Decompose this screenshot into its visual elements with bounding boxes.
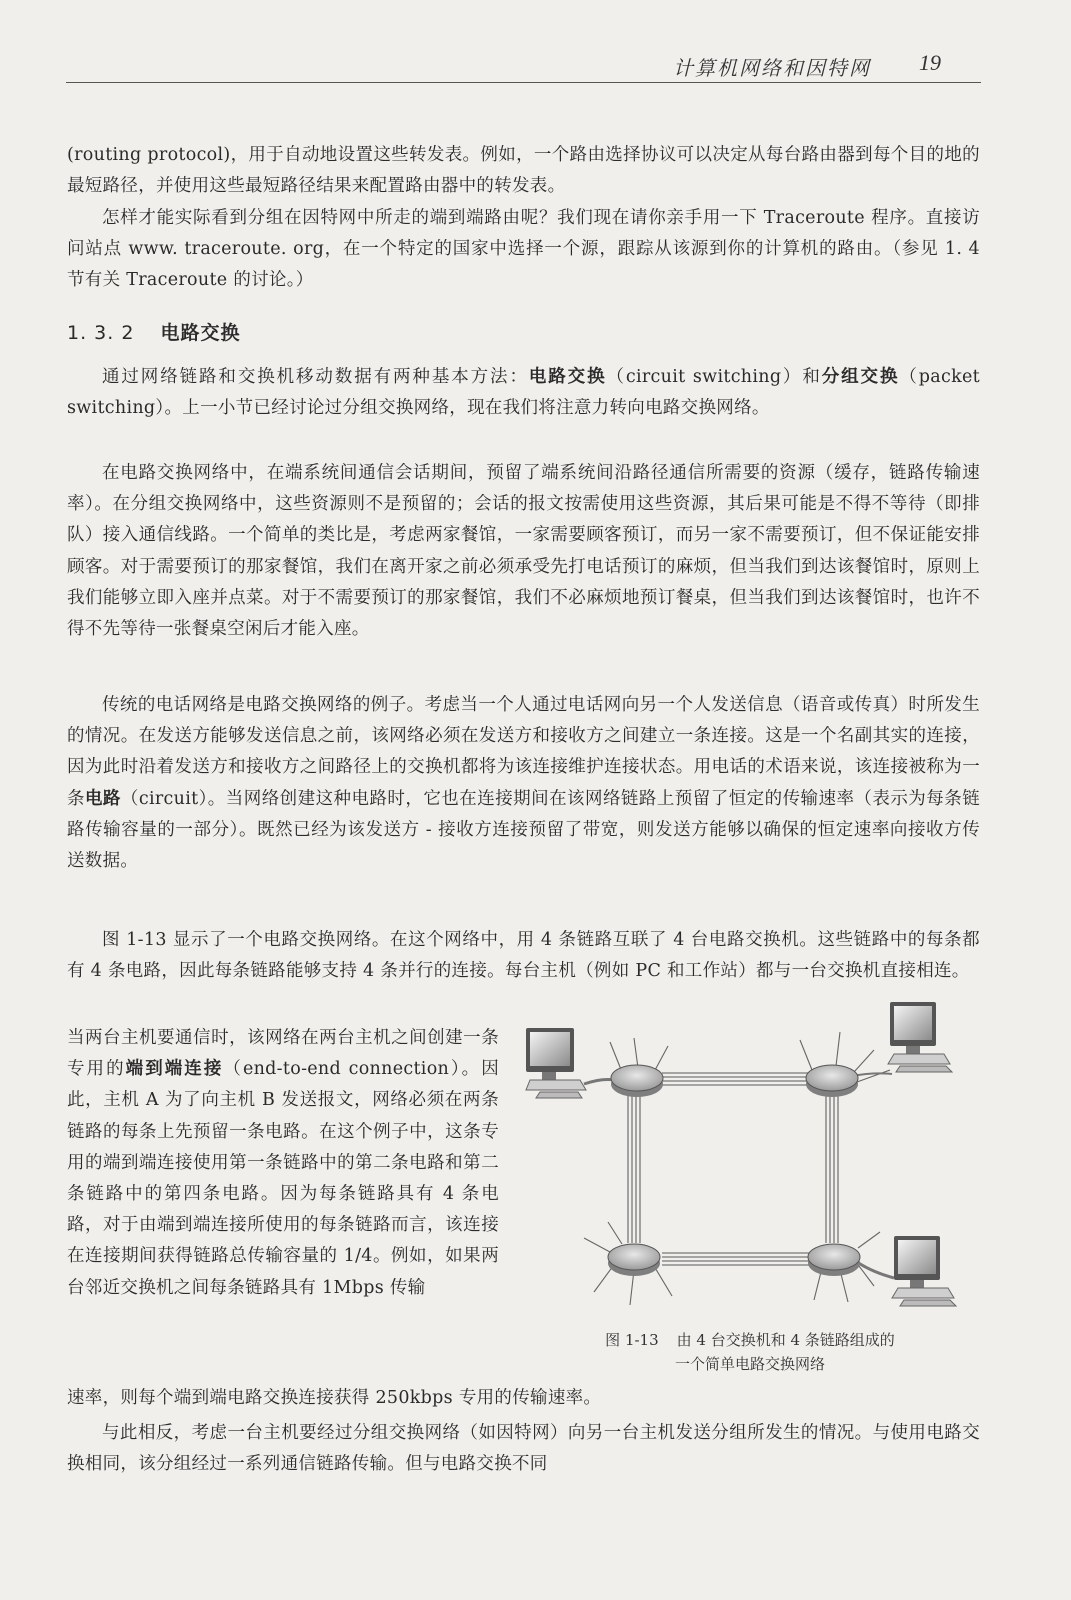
paragraph-figure-intro: 图 1-13 显示了一个电路交换网络。在这个网络中，用 4 条链路互联了 4 台电路交换机。这些链路中的每条都有 4 条电路，因此每条链路能够支持 4 条并行的连接。每台主机（例如 PC 和工作站）都与一台交换机直接相连。 xyxy=(67,930,980,982)
host-computer-top-right-icon xyxy=(888,1002,952,1072)
text-span: 当两台主机要通信时，该网络在两台主机之间创建一条专用的 xyxy=(67,1028,499,1080)
paragraph-telephone-network xyxy=(67,690,980,877)
switch-top-right xyxy=(806,1065,858,1097)
text-span: （end-to-end connection）。因此，主机 A 为了向主机 B 发送报文，网络必须在两条链路的每条上先预留一条电路。在这个例子中，这条专用的端到端连接使用第一条链路中的第二条电路和第二条链路中的第四条电路。因为每条链路具有 4 条电路，对于由端到端连接所使用的每条链路而言，该连接在连接期间获得链路总传输容量的 1/4。例如，如果两台邻近交换机之间每条链路具有 1Mbps 传输 xyxy=(67,1059,499,1298)
paragraph-rate-continuation: 速率，则每个端到端电路交换连接获得 250kbps 专用的传输速率。 xyxy=(67,1388,602,1408)
host-computer-bottom-right-icon xyxy=(892,1236,956,1306)
figure-label: 图 1-13 xyxy=(605,1331,659,1349)
running-header xyxy=(66,48,981,83)
figure-caption xyxy=(530,1328,970,1376)
running-title: 计算机网络和因特网 xyxy=(673,56,871,80)
switch-top-left xyxy=(611,1065,663,1097)
text-span: （circuit）。当网络创建这种电路时，它也在连接期间在该网络链路上预留了恒定的传输速率（表示为每条链路传输容量的一部分）。既然已经为该发送方 - 接收方连接预留了带宽，则发送方能够以确保的恒定速率向接收方传送数据。 xyxy=(67,788,980,872)
paragraph-two-methods xyxy=(67,362,980,424)
page-number: 19 xyxy=(919,50,941,75)
caption-text: 由 4 台交换机和 4 条链路组成的 xyxy=(676,1331,895,1349)
caption-line-2: 一个简单电路交换网络 xyxy=(674,1355,825,1373)
text-span: 传统的电话网络是电路交换网络的例子。考虑当一个人通过电话网向另一个人发送信息（语音或传真）时所发生的情况。在发送方能够发送信息之前，该网络必须在发送方和接收方之间建立一条连接。这是一个名副其实的连接，因为此时沿着发送方和接收方之间路径上的交换机都将为该连接维护连接状态。用电话的术语来说，该连接被称为一条 xyxy=(67,695,980,809)
host-a-link xyxy=(584,1080,614,1085)
text-span: 通过网络链路和交换机移动数据有两种基本方法： xyxy=(102,367,529,387)
term-circuit: 电路 xyxy=(84,788,121,809)
link-right xyxy=(826,1095,838,1243)
section-heading xyxy=(67,318,240,345)
caption-line-1 xyxy=(530,1328,970,1352)
paragraph-traceroute: 怎样才能实际看到分组在因特网中所走的端到端路由呢？我们现在请你亲手用一下 Traceroute 程序。直接访问站点 www. traceroute. org，在一个特定的国家中选择一个源，跟踪从该源到你的计算机的路由。（参见 1. 4 节有关 Traceroute 的讨论。） xyxy=(67,208,980,291)
term-circuit-switching: 电路交换 xyxy=(528,367,607,387)
switch-bottom-right xyxy=(808,1244,860,1276)
term-packet-switching: 分组交换 xyxy=(821,367,900,387)
term-end-to-end-connection: 端到端连接 xyxy=(125,1059,224,1080)
paragraph-packet-switching-contrast: 与此相反，考虑一台主机要经过分组交换网络（如因特网）向另一台主机发送分组所发生的情况。与使用电路交换相同，该分组经过一系列通信链路传输。但与电路交换不同 xyxy=(67,1423,980,1475)
link-bottom xyxy=(662,1253,812,1265)
text-span: （packet switching）。上一小节已经讨论过分组交换网络，现在我们将注意力转向电路交换网络。 xyxy=(67,367,980,419)
text-span: （circuit switching）和 xyxy=(606,367,822,387)
section-number: 1. 3. 2 xyxy=(67,322,135,344)
paragraph-end-to-end xyxy=(67,1023,499,1304)
paragraph-routing-protocol: (routing protocol)，用于自动地设置这些转发表。例如，一个路由选择协议可以决定从每台路由器到每个目的地的最短路径，并使用这些最短路径结果来配置路由器中的转发表。 xyxy=(67,145,980,197)
section-title: 电路交换 xyxy=(160,322,241,344)
circuit-switched-network-figure xyxy=(522,1000,977,1320)
link-top xyxy=(662,1073,812,1085)
host-computer-left-icon xyxy=(526,1028,586,1098)
switch-bottom-left xyxy=(608,1244,660,1276)
link-left xyxy=(628,1095,640,1243)
paragraph-restaurant-analogy: 在电路交换网络中，在端系统间通信会话期间，预留了端系统间沿路径通信所需要的资源（缓存，链路传输速率）。在分组交换网络中，这些资源则不是预留的；会话的报文按需使用这些资源，其后果可能是不得不等待（即排队）接入通信线路。一个简单的类比是，考虑两家餐馆，一家需要顾客预订，而另一家不需要预订，但不保证能安排顾客。对于需要预订的那家餐馆，我们在离开家之前必须承受先打电话预订的麻烦，但当我们到达该餐馆时，原则上我们能够立即入座并点菜。对于不需要预订的那家餐馆，我们不必麻烦地预订餐桌，但当我们到达该餐馆时，也许不得不先等待一张餐桌空闲后才能入座。 xyxy=(67,463,980,640)
